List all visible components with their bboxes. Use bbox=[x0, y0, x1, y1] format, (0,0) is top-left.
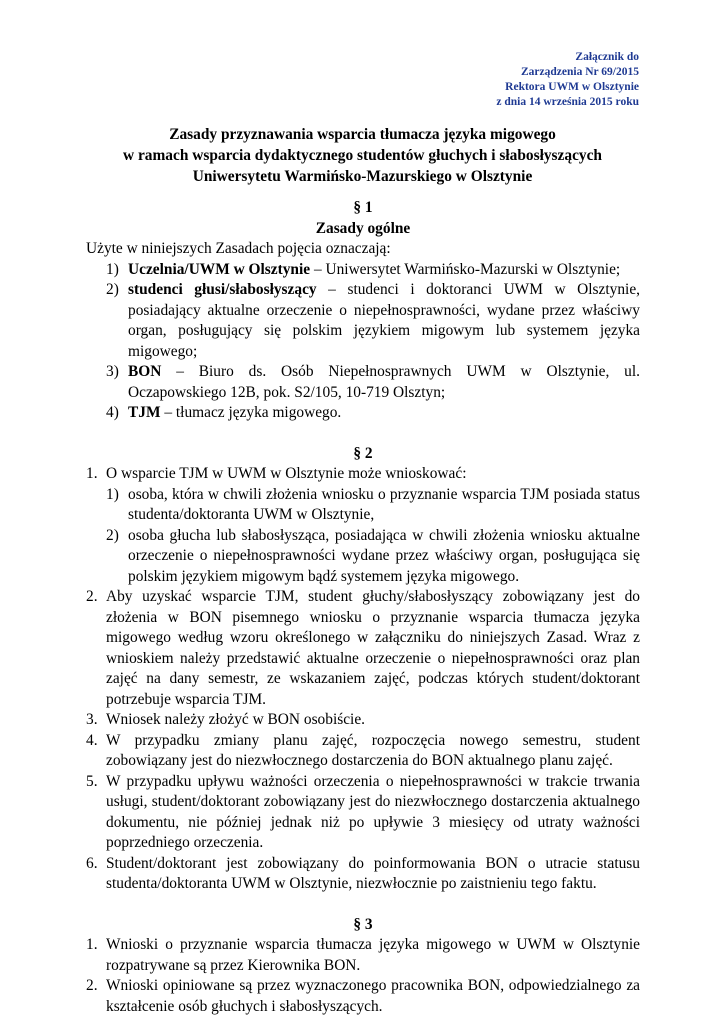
definition-term: Uczelnia/UWM w Olsztynie bbox=[128, 260, 311, 278]
annex-line: z dnia 14 września 2015 roku bbox=[496, 96, 639, 108]
point-text: Student/doktorant jest zobowiązany do poinformowania BON o utracie statusu studenta/doktoranta UWM w Olsztynie, niezwłocznie po zaistnieniu tego faktu. bbox=[106, 854, 640, 892]
item-number: 2) bbox=[106, 526, 119, 544]
numbered-point bbox=[86, 464, 640, 485]
sub-item bbox=[106, 526, 640, 588]
section-mark: § 3 bbox=[353, 915, 373, 933]
section-intro: Użyte w niniejszych Zasadach pojęcia oznaczają: bbox=[86, 240, 391, 257]
item-number: 1) bbox=[106, 260, 119, 278]
point-number: 5. bbox=[86, 772, 98, 790]
definition-text: – Biuro ds. Osób Niepełnosprawnych UWM w Olsztynie, ul. Oczapowskiego 12B, pok. S2/105, 10-719 Olsztyn; bbox=[128, 363, 640, 401]
numbered-point bbox=[86, 731, 640, 772]
item-number: 1) bbox=[106, 485, 119, 503]
annex-line: Zarządzenia Nr 69/2015 bbox=[521, 66, 639, 78]
definition-term: BON bbox=[128, 363, 162, 380]
numbered-point bbox=[86, 976, 640, 1017]
point-number: 2. bbox=[86, 588, 98, 605]
definition-text: – studenci i doktoranci UWM w Olsztynie, posiadający aktualne orzeczenie o niepełnosprawności, wydane przez właściwy organ, posługujący się polskim językiem migowym lub systemem języka migowego; bbox=[128, 281, 640, 360]
point-number: 1. bbox=[86, 465, 98, 482]
definition-item bbox=[106, 260, 640, 281]
definition-text: – Uniwersytet Warmińsko-Mazurski w Olsztynie; bbox=[310, 260, 621, 278]
point-number: 1. bbox=[86, 936, 98, 953]
document-title bbox=[0, 124, 725, 187]
point-text: Wniosek należy złożyć w BON osobiście. bbox=[106, 711, 366, 728]
sub-item-text: osoba, która w chwili złożenia wniosku o przyznanie wsparcia TJM posiada status studenta/doktoranta UWM w Olsztynie, bbox=[128, 485, 640, 523]
definition-item bbox=[106, 280, 640, 362]
point-number: 3. bbox=[86, 711, 98, 728]
numbered-point bbox=[86, 710, 640, 731]
section-heading: Zasady ogólne bbox=[315, 219, 411, 237]
point-number: 4. bbox=[86, 731, 98, 749]
section-mark: § 2 bbox=[353, 444, 373, 462]
point-number: 2. bbox=[86, 977, 98, 994]
point-text: W przypadku upływu ważności orzeczenia o niepełnosprawności w trakcie trwania usługi, student/doktorant zobowiązany jest do niezwłocznego dostarczenia aktualnego dokumentu, nie później jednak niż po upływie 3 miesięcy od utraty ważności poprzedniego orzeczenia. bbox=[106, 772, 640, 851]
numbered-point bbox=[86, 854, 640, 895]
point-text: W przypadku zmiany planu zajęć, rozpoczęcia nowego semestru, student zobowiązany jest do niezwłocznego dostarczenia do BON aktualnego planu zajęć. bbox=[106, 731, 640, 769]
section-mark: § 1 bbox=[353, 199, 373, 216]
sub-item-text: osoba głucha lub słabosłysząca, posiadająca w chwili złożenia wniosku aktualne orzeczenie o niepełnosprawności wydane przez właściwy organ, posługująca się polskim językiem migowym bądź systemem języka migowego. bbox=[128, 526, 640, 585]
numbered-point bbox=[86, 587, 640, 710]
definition-text: – tłumacz języka migowego. bbox=[160, 404, 342, 421]
annex-line: Załącznik do bbox=[575, 51, 639, 63]
definition-item bbox=[106, 403, 640, 424]
point-text: Wnioski opiniowane są przez wyznaczonego pracownika BON, odpowiedzialnego za kształcenie osób głuchych i słabosłyszących. bbox=[106, 977, 640, 1015]
item-number: 4) bbox=[106, 404, 119, 421]
item-number: 3) bbox=[106, 363, 119, 380]
annex-line: Rektora UWM w Olsztynie bbox=[505, 81, 639, 93]
definition-term: studenci głusi/słabosłyszący bbox=[128, 281, 317, 298]
point-number: 6. bbox=[86, 854, 98, 872]
sub-item bbox=[106, 485, 640, 526]
document-body bbox=[86, 198, 640, 1017]
annex-header bbox=[496, 50, 639, 110]
title-line: Zasady przyznawania wsparcia tłumacza języka migowego bbox=[169, 126, 556, 143]
title-line: Uniwersytetu Warmińsko-Mazurskiego w Olsztynie bbox=[192, 168, 533, 185]
point-text: Wnioski o przyznanie wsparcia tłumacza języka migowego w UWM w Olsztynie rozpatrywane są przez Kierownika BON. bbox=[106, 936, 640, 974]
item-number: 2) bbox=[106, 281, 119, 298]
numbered-point bbox=[86, 935, 640, 976]
point-text: Aby uzyskać wsparcie TJM, student głuchy/słabosłyszący zobowiązany jest do złożenia w BON pisemnego wniosku o przyznanie wsparcia tłumacza języka migowego według wzoru określonego w załączniku do niniejszych Zasad. Wraz z wnioskiem należy przedstawić aktualne orzeczenie o niepełnosprawności oraz plan zajęć na dany semestr, ze wskazaniem zajęć, podczas których student/doktorant potrzebuje wsparcia TJM. bbox=[106, 588, 640, 708]
definition-item bbox=[106, 362, 640, 403]
point-text: O wsparcie TJM w UWM w Olsztynie może wnioskować: bbox=[106, 465, 467, 482]
numbered-point bbox=[86, 772, 640, 854]
definition-term: TJM bbox=[128, 404, 161, 421]
title-line: w ramach wsparcia dydaktycznego studentów głuchych i słabosłyszących bbox=[123, 147, 602, 164]
